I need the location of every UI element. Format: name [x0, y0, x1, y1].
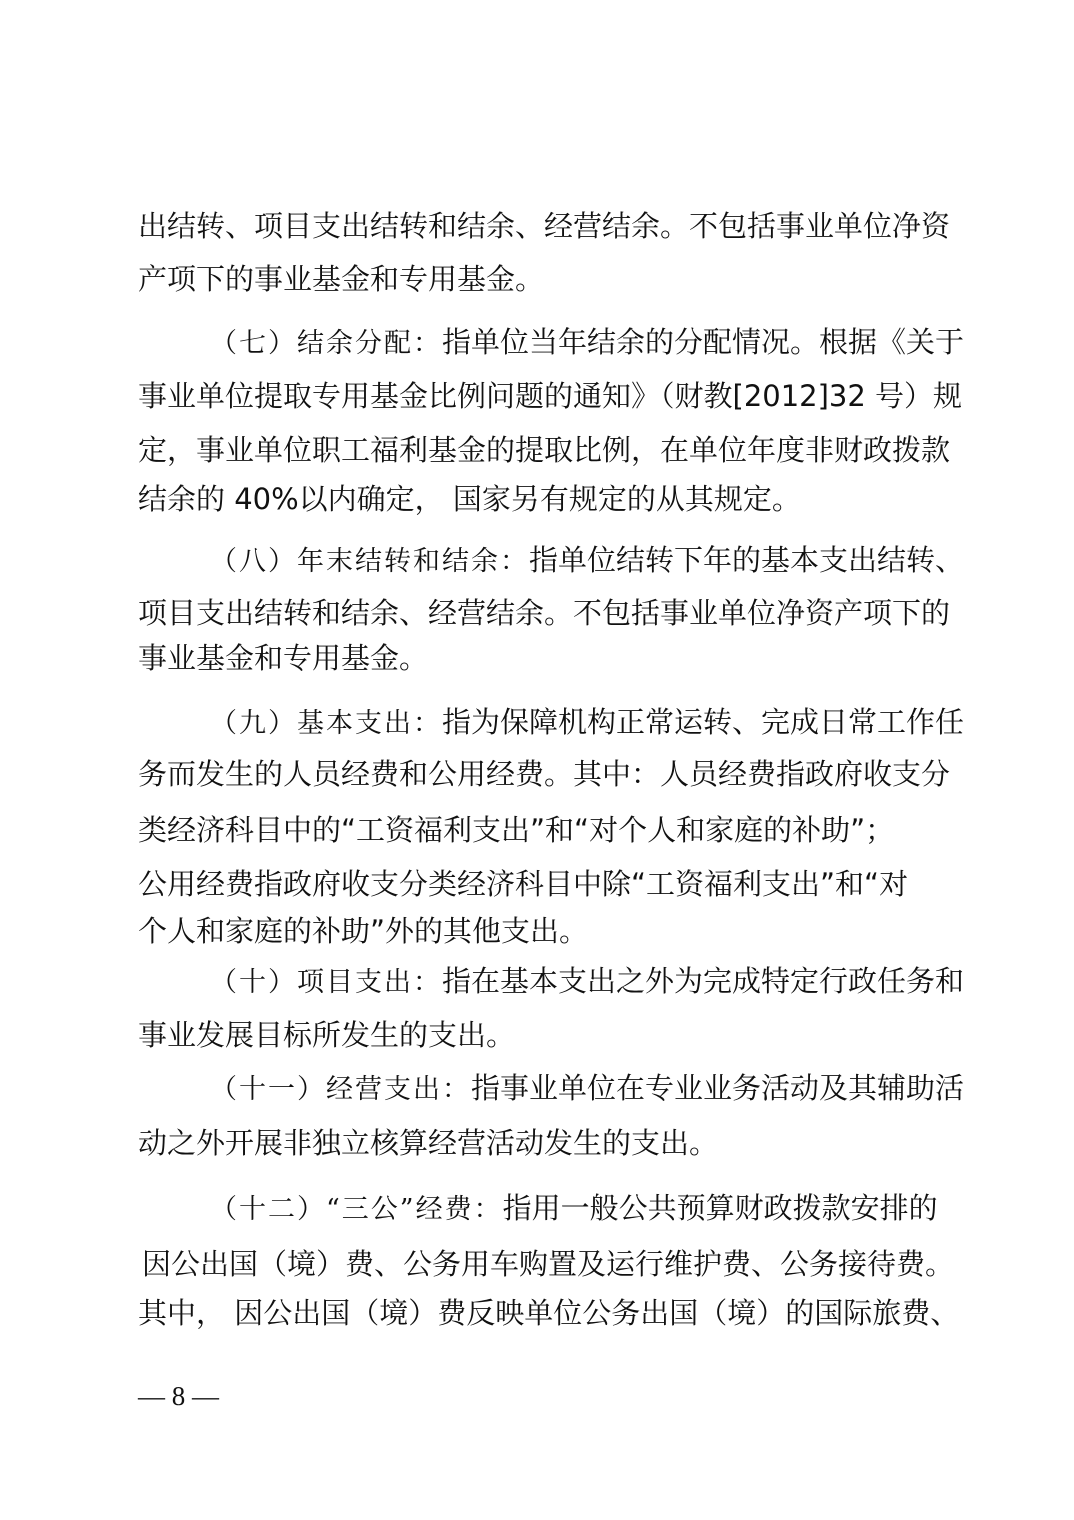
- paragraph-line: 事业单位提取专用基金比例问题的通知》（财教[2012]32 号）规: [138, 379, 963, 413]
- paragraph-line: 产项下的事业基金和专用基金。: [138, 262, 545, 296]
- paragraph-first-line: [210, 540, 965, 580]
- paragraph-line: 项目支出结转和结余、经营结余。不包括事业单位净资产项下的: [138, 596, 951, 630]
- paragraph-line: 务而发生的人员经费和公用经费。其中：人员经费指政府收支分: [138, 757, 951, 791]
- paragraph-first-line: [210, 961, 965, 1001]
- paragraph-text: 指单位结转下年的基本支出结转、: [529, 543, 965, 577]
- section-heading: （十）项目支出：: [210, 967, 442, 998]
- paragraph-line: 事业发展目标所发生的支出。: [138, 1018, 516, 1052]
- paragraph-text: 指在基本支出之外为完成特定行政任务和: [442, 964, 965, 998]
- paragraph-line: 动之外开展非独立核算经营活动发生的支出。: [138, 1126, 719, 1160]
- paragraph-text: 指用一般公共预算财政拨款安排的: [502, 1191, 938, 1225]
- paragraph-line: 个人和家庭的补助”外的其他支出。: [138, 914, 589, 948]
- section-heading: （十一）经营支出：: [210, 1074, 471, 1105]
- paragraph-text: 指事业单位在专业业务活动及其辅助活: [471, 1071, 965, 1105]
- section-heading: （十二）“三公”经费：: [210, 1194, 503, 1225]
- paragraph-first-line: [210, 322, 965, 362]
- section-heading: （九）基本支出：: [210, 708, 442, 739]
- paragraph-line: 其中， 因公出国（境）费反映单位公务出国（境）的国际旅费、: [138, 1296, 960, 1330]
- paragraph-first-line: [210, 1068, 965, 1108]
- paragraph-line: 类经济科目中的“工资福利支出”和“对个人和家庭的补助”；: [138, 813, 895, 847]
- paragraph-line: 出结转、项目支出结转和结余、经营结余。不包括事业单位净资: [138, 209, 951, 243]
- paragraph-first-line: [210, 1188, 938, 1228]
- page-number: — 8 —: [138, 1381, 219, 1411]
- paragraph-line: 事业基金和专用基金。: [138, 641, 429, 675]
- section-heading: （七）结余分配：: [210, 328, 442, 359]
- paragraph-line: 定，事业单位职工福利基金的提取比例，在单位年度非财政拨款: [138, 433, 951, 467]
- paragraph-line: 因公出国（境）费、公务用车购置及运行维护费、公务接待费。: [142, 1247, 955, 1281]
- paragraph-line: 公用经费指政府收支分类经济科目中除“工资福利支出”和“对: [138, 867, 909, 901]
- section-heading: （八）年末结转和结余：: [210, 546, 529, 577]
- paragraph-line: 结余的 40%以内确定， 国家另有规定的从其规定。: [138, 482, 801, 516]
- paragraph-text: 指为保障机构正常运转、完成日常工作任: [442, 705, 965, 739]
- paragraph-text: 指单位当年结余的分配情况。根据《关于: [442, 325, 965, 359]
- paragraph-first-line: [210, 702, 965, 742]
